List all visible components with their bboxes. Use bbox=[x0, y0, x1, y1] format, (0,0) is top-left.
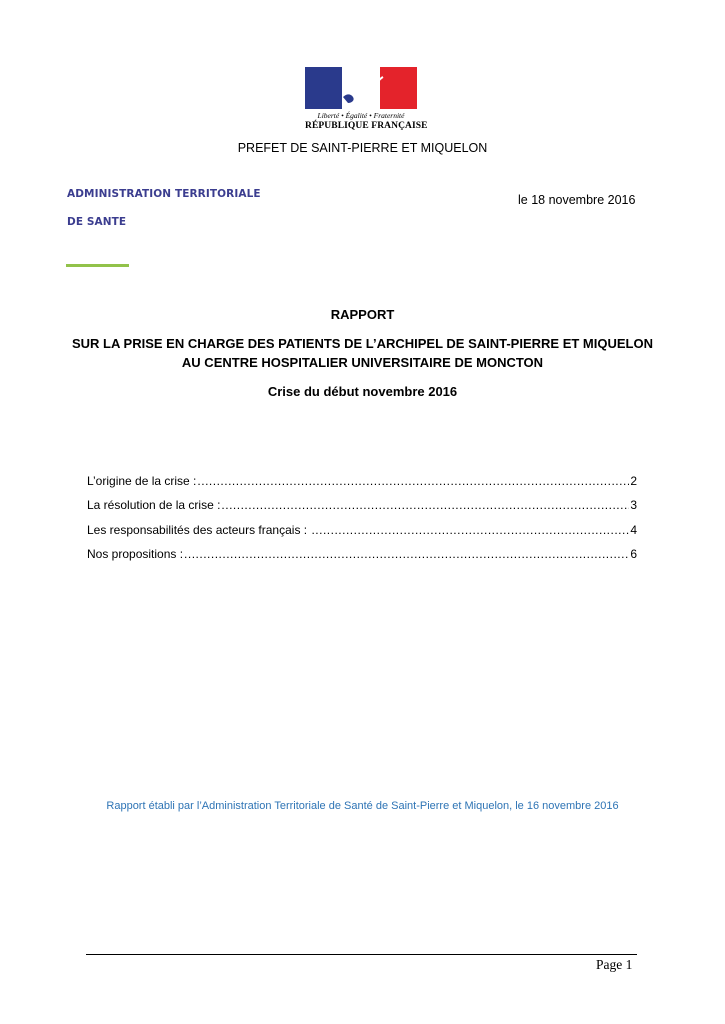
toc-entry-page: 4 bbox=[630, 523, 637, 537]
report-author-note: Rapport établi par l’Administration Territoriale de Santé de Saint-Pierre et Miquelon, le 16 novembre 2016 bbox=[106, 800, 619, 812]
marianne-profile-icon bbox=[305, 67, 417, 109]
toc-entry[interactable] bbox=[87, 547, 637, 563]
toc-entry-label: La résolution de la crise : bbox=[87, 498, 221, 512]
page-number: Page 1 bbox=[596, 957, 633, 972]
republique-francaise-logo bbox=[305, 67, 428, 135]
toc-dot-leader bbox=[197, 474, 629, 488]
republique-francaise-label: RÉPUBLIQUE FRANÇAISE bbox=[305, 121, 428, 131]
toc-entry-label: Les responsabilités des acteurs français : bbox=[87, 523, 311, 537]
document-date: le 18 novembre 2016 bbox=[518, 193, 636, 207]
toc-entry[interactable] bbox=[87, 498, 637, 514]
admin-label-line1: ADMINISTRATION TERRITORIALE bbox=[67, 188, 261, 200]
prefet-heading: PREFET DE SAINT-PIERRE ET MIQUELON bbox=[237, 141, 488, 155]
accent-divider bbox=[66, 264, 129, 267]
toc-entry-page: 2 bbox=[630, 474, 637, 488]
motto: Liberté • Égalité • Fraternité bbox=[317, 111, 405, 120]
toc-dot-leader bbox=[184, 547, 629, 561]
toc-entry-label: Nos propositions : bbox=[87, 547, 184, 561]
report-subtitle: Crise du début novembre 2016 bbox=[267, 384, 458, 399]
admin-label-line2: DE SANTE bbox=[67, 216, 127, 228]
toc-entry-page: 6 bbox=[630, 547, 637, 561]
toc-entry[interactable] bbox=[87, 523, 637, 539]
report-subject-line2: AU CENTRE HOSPITALIER UNIVERSITAIRE DE MONCTON bbox=[181, 355, 544, 370]
toc-entry-page: 3 bbox=[630, 498, 637, 512]
report-subject-line1: SUR LA PRISE EN CHARGE DES PATIENTS DE L’ARCHIPEL DE SAINT-PIERRE ET MIQUELON bbox=[72, 336, 653, 351]
toc-dot-leader bbox=[311, 523, 629, 537]
report-title: RAPPORT bbox=[330, 307, 395, 322]
footer-divider bbox=[86, 954, 637, 955]
toc-entry-label: L’origine de la crise : bbox=[87, 474, 197, 488]
toc-dot-leader bbox=[221, 498, 629, 512]
toc-entry[interactable] bbox=[87, 474, 637, 490]
